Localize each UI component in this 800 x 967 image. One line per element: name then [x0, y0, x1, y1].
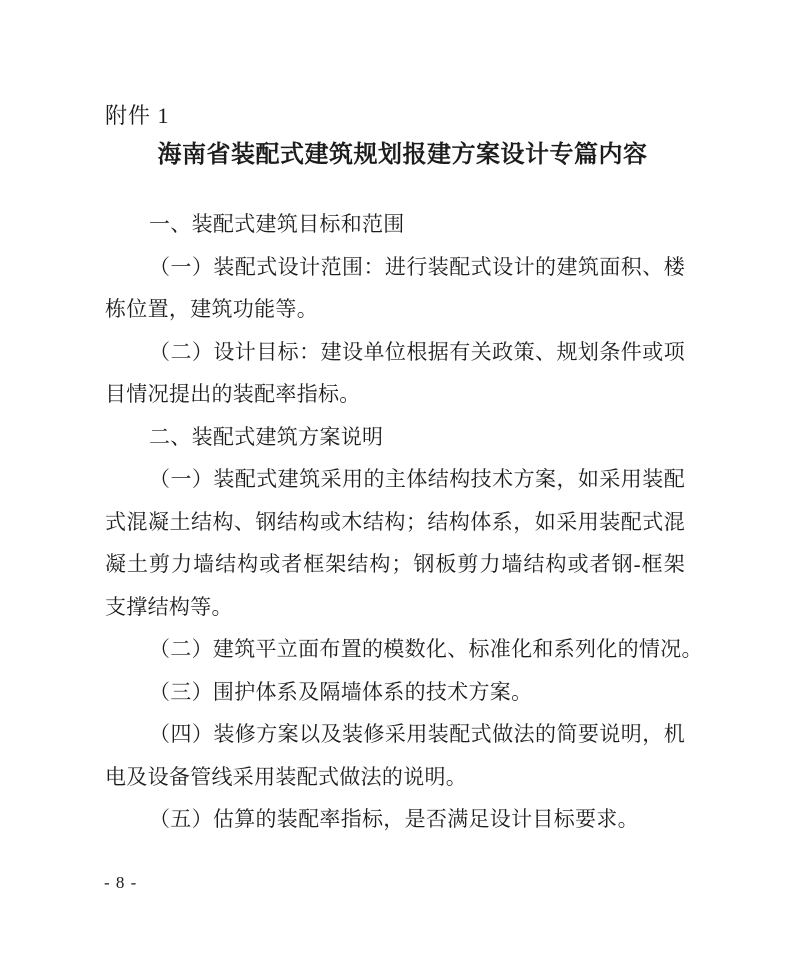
paragraph: （二）设计目标：建设单位根据有关政策、规划条件或项目情况提出的装配率指标。 [105, 339, 685, 406]
paragraph: （二）建筑平立面布置的模数化、标准化和系列化的情况。 [149, 637, 703, 661]
paragraph: （三）围护体系及隔墙体系的技术方案。 [149, 679, 533, 704]
page-number: - 8 - [104, 873, 138, 892]
section-heading: 一、装配式建筑目标和范围 [149, 212, 405, 236]
section-heading: 二、装配式建筑方案说明 [149, 424, 384, 449]
paragraph: （一）装配式建筑采用的主体结构技术方案，如采用装配式混凝土结构、钢结构或木结构；结构体系，如采用装配式混凝土剪力墙结构或者框架结构；钢板剪力墙结构或者钢-框架支撑结构等。 [105, 467, 685, 619]
paragraph: （一）装配式设计范围：进行装配式设计的建筑面积、楼栋位置，建筑功能等。 [105, 254, 685, 321]
attachment-label: 附件 1 [105, 103, 170, 128]
paragraph: （四）装修方案以及装修采用装配式做法的简要说明，机电及设备管线采用装配式做法的说明。 [105, 722, 685, 789]
body-text [105, 203, 703, 841]
paragraph: （五）估算的装配率指标，是否满足设计目标要求。 [149, 807, 639, 831]
document-title: 海南省装配式建筑规划报建方案设计专篇内容 [157, 142, 648, 168]
